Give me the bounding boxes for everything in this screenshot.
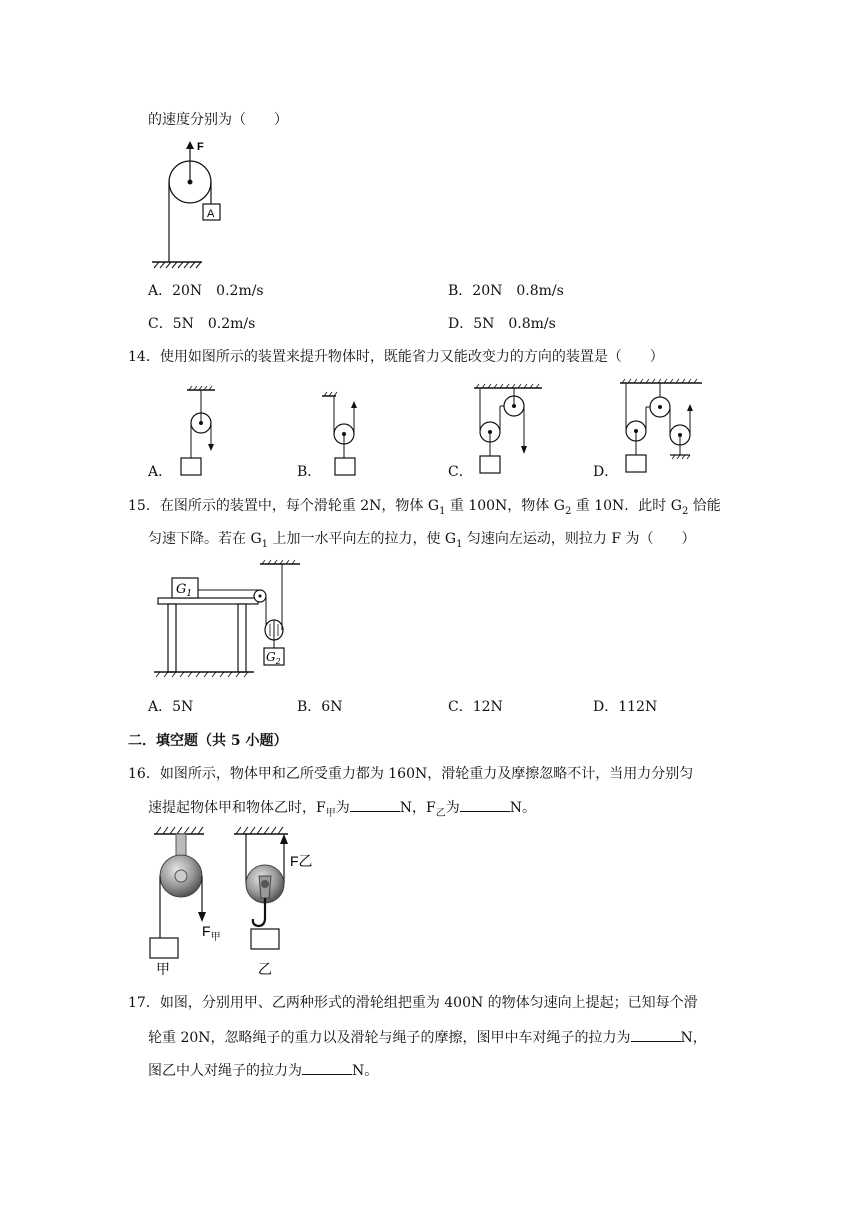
q13-force-label: F	[197, 141, 204, 153]
q14-figure-c	[470, 384, 550, 478]
q13-option-b: B．20N 0.8m/s	[448, 283, 564, 299]
q16-line2: 速提起物体甲和物体乙时，$F_甲$为 N，$F_乙$为 N。	[148, 797, 536, 824]
q14-label-c: C．	[448, 464, 473, 480]
section-title: 二．填空题（共 5 小题）	[128, 733, 288, 749]
q14-label-a: A．	[148, 464, 173, 480]
q16-figure	[148, 826, 328, 980]
q15-line1: 15．在图所示的装置中，每个滑轮重 2N，物体 $G_1$ 重 100N，物体 $G_2$ 重 10N．此时 $G_2$ 恰能	[128, 498, 721, 517]
q16-yi-label: 乙	[258, 962, 272, 978]
q17-blank-1	[631, 1027, 681, 1042]
q14-label-b: B．	[297, 464, 322, 480]
q15-g1-label: $G_1$	[176, 582, 193, 599]
q17-line1: 17．如图，分别用甲、乙两种形式的滑轮组把重为 400N 的物体匀速向上提起；已知每个滑	[128, 995, 698, 1011]
q16-blank-2	[460, 797, 510, 812]
q13-figure	[150, 138, 240, 273]
q17-blank-2	[302, 1060, 352, 1075]
q13-option-a: A．20N 0.2m/s	[148, 283, 264, 299]
q15-option-a: A．5N	[148, 699, 194, 715]
q14-figure-b	[320, 392, 370, 478]
q14-figure-a	[175, 386, 225, 478]
q16-jia-label: 甲	[156, 962, 170, 978]
q15-option-b: B．6N	[297, 699, 343, 715]
q16-f-jia-label: $F_甲$	[202, 923, 221, 943]
q16-f-yi-label: F乙	[290, 853, 313, 869]
q15-g2-label: $G_2$	[266, 650, 281, 666]
q17-line3: 图乙中人对绳子的拉力为 N。	[148, 1060, 378, 1081]
q13-stem-tail: 的速度分别为（ ）	[148, 112, 288, 128]
q14-figure-d	[618, 379, 708, 478]
q16-line1: 16．如图所示，物体甲和乙所受重力都为 160N，滑轮重力及摩擦忽略不计，当用力分别匀	[128, 766, 694, 782]
q16-blank-1	[350, 797, 400, 812]
q13-box-label: A	[207, 208, 215, 220]
q17-line2: 轮重 20N，忽略绳子的重力以及滑轮与绳子的摩擦，图甲中车对绳子的拉力为 N，	[148, 1027, 707, 1048]
q14-stem: 14．使用如图所示的装置来提升物体时，既能省力又能改变力的方向的装置是（ ）	[128, 349, 664, 365]
q14-label-d: D．	[593, 464, 619, 480]
q15-line2: 匀速下降。若在 $G_1$ 上加一水平向左的拉力，使 $G_1$ 匀速向左运动，则拉力 F 为（ ）	[148, 531, 696, 550]
q15-option-c: C．12N	[448, 699, 503, 715]
q13-option-c: C．5N 0.2m/s	[148, 316, 256, 332]
q15-figure	[150, 560, 310, 682]
q15-option-d: D．112N	[593, 699, 658, 715]
q13-option-d: D．5N 0.8m/s	[448, 316, 556, 332]
